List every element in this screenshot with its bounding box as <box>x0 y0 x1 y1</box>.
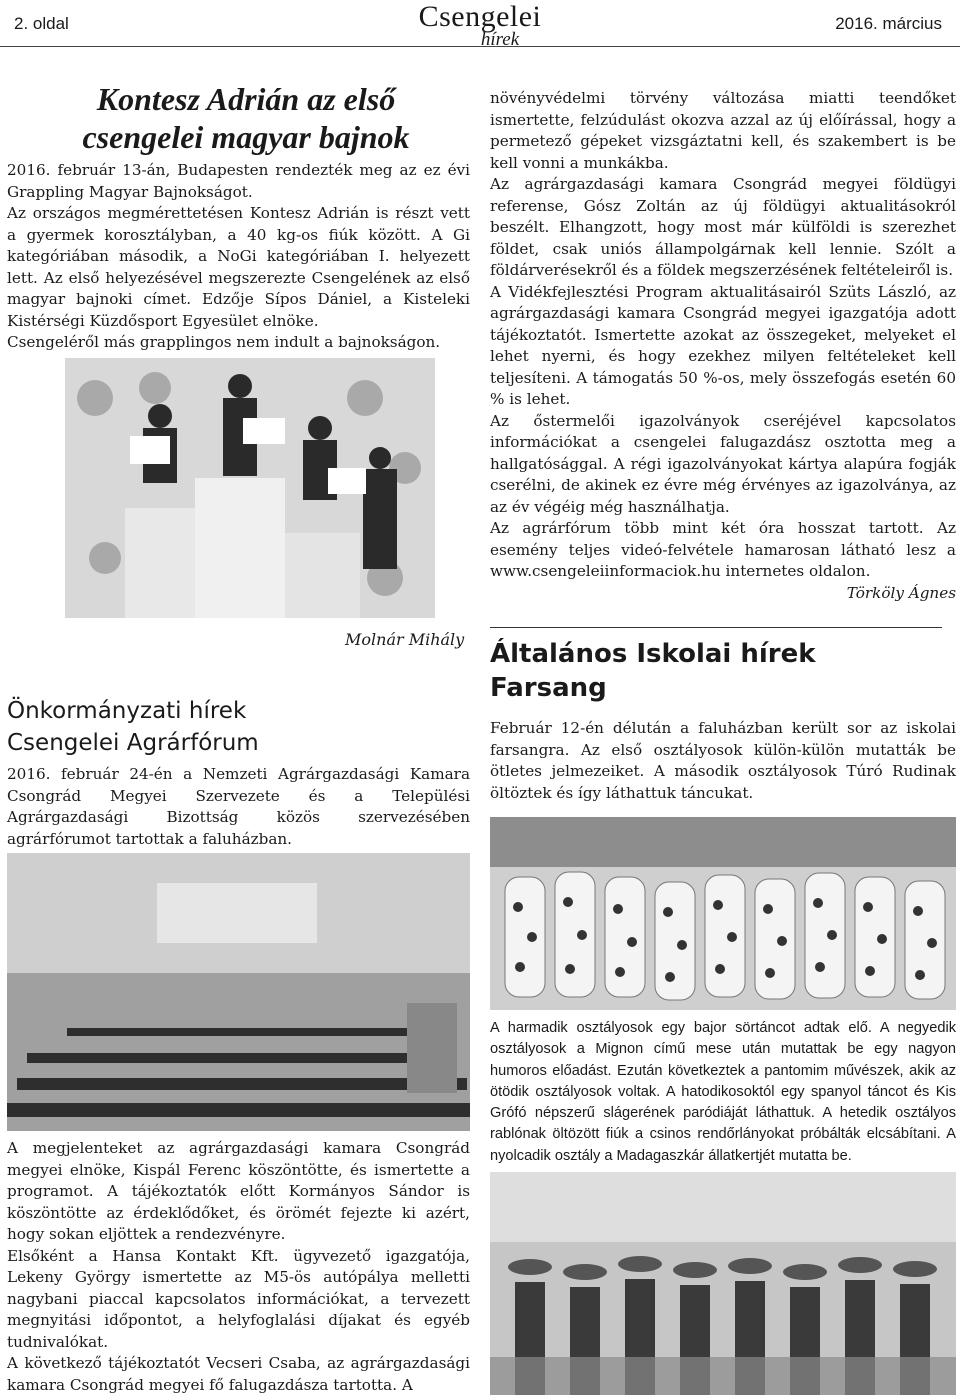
section-label: Általános Iskolai hírek <box>490 639 816 669</box>
paragraph: Az agrárfórum több mint két óra hosszat tartott. Az esemény teljes videó-felvétele hamarosan látható lesz a www.csengeleiinformaciok.hu internetes oldalon. <box>490 519 956 580</box>
article-body-wrestling <box>7 160 470 354</box>
forum-hall-photo-graphic <box>7 853 470 1131</box>
issue-date: 2016. március <box>835 14 942 33</box>
paragraph: Csengeléről más grapplingos nem indult a bajnokságon. <box>7 333 441 351</box>
podium-photo <box>65 358 435 618</box>
group-costume-photo-graphic <box>490 1172 956 1395</box>
page-number: 2. oldal <box>14 14 69 33</box>
paragraph: Február 12-én délután a faluházban került sor az iskolai farsangra. Az első osztályosok külön-külön mutatták be ötletes jelmezeiket. A második osztályosok Túró Rudinak öltöztek és így láthattuk táncukat. <box>490 719 956 802</box>
article-title-agrarforum: Csengelei Agrárfórum <box>7 730 259 756</box>
paragraph: 2016. február 13-án, Budapesten rendezték meg az ez évi Grappling Magyar Bajnokságot. <box>7 161 470 201</box>
costume-stage-photo <box>490 817 956 1010</box>
article-body-agrarforum <box>7 1138 470 1396</box>
paragraph: Az őstermelői igazolványok cseréjével kapcsolatos információkat a csengelei falugazdász osztotta meg a hallgatósággal. A régi igazolványokat kártya alapúra fogják cserélni, de akinek ez évre még érvényes az igazolványa, az az év végéig még használhatja. <box>490 411 956 516</box>
photo-credit: Molnár Mihály <box>345 630 465 649</box>
section-heading-school <box>490 637 816 705</box>
article-intro-farsang <box>490 718 956 804</box>
paragraph: A Vidékfejlesztési Program aktualitásairól Szüts László, az agrárgazdasági kamara Csongrád megyei igazgatója adott tájékoztatót. Ismertette azokat az összegeket, melyeket el lehet nyerni, és hogy ezekhez milyen feltételeket kell teljesíteni. A támogatás 50 %-os, mely összefogás esetén 60 % is lehet. <box>490 282 956 408</box>
paragraph: A következő tájékoztatót Vecseri Csaba, az agrárgazdasági kamara Csongrád megyei fő falugazdásza tartotta. A <box>7 1354 470 1394</box>
article-title-wrestling: Kontesz Adrián az első csengelei magyar bajnok <box>82 81 410 155</box>
masthead-title: Csengelei <box>418 0 542 33</box>
masthead-subtitle: hírek <box>480 29 520 50</box>
masthead <box>0 2 960 48</box>
paragraph: 2016. február 24-én a Nemzeti Agrárgazdasági Kamara Csongrád Megyei Szervezete és a Települési Agrárgazdasági Bizottság közös szervezésében agrárfórumot tartottak a faluházban. <box>7 765 470 848</box>
forum-hall-photo <box>7 853 470 1131</box>
group-costume-photo <box>490 1172 956 1395</box>
article-intro-agrarforum <box>7 764 470 850</box>
costume-stage-photo-graphic <box>490 817 956 1010</box>
section-divider <box>490 627 942 628</box>
author-signature: Törköly Ágnes <box>846 583 956 602</box>
header-rule <box>0 46 960 47</box>
section-label: Önkormányzati hírek <box>7 698 247 724</box>
article-body-farsang <box>490 1018 956 1167</box>
paragraph: növényvédelmi törvény változása miatti teendőket ismertette, felzúdulást okozva azzal az új előírással, hogy a permetező gépeket vizsgáztatni kell, és szakembert is be kell vonni a munkákba. <box>490 89 956 172</box>
article-continuation-agrarforum <box>490 88 956 604</box>
section-heading-local-gov <box>7 695 259 759</box>
paragraph: Elsőként a Hansa Kontakt Kft. ügyvezető igazgatója, Lekeny György ismertette az M5-ös autópálya melletti nagybani piaccal kapcsolatos információkat, a tervezett megnyitási időpontot, a helyfoglalási díjakat és egyéb tudnivalókat. <box>7 1246 470 1351</box>
paragraph: Az országos megmérettetésen Kontesz Adrián is részt vett a gyermek korosztályban, a 40 kg-os fiúk között. A Gi kategóriában második, a NoGi kategóriában I. helyezett lett. Az első helyezésével megszerezte Csengelének az első magyar bajnoki címet. Edzője Sípos Dániel, a Kisteleki Kistérségi Küzdősport Egyesület elnöke. <box>7 204 470 330</box>
paragraph: Az agrárgazdasági kamara Csongrád megyei földügyi referense, Gósz Zoltán az új földügyi aktualitásokról beszélt. Elhangzott, hogy most már külföldi is szerezhet földet, csak uniós állampolgárnak kell lennie. Szólt a földárverésekről és a földek megszerzésének feltételeiről is. <box>490 175 956 279</box>
paragraph: A harmadik osztályosok egy bajor sörtáncot adtak elő. A negyedik osztályosok a Mignon című mese után mutattak be egy nagyon humoros előadást. Ezután következtek a pantomim művészek, akik az ötödik osztályosok voltak. A hatodikosoktól egy spanyol táncot és Kis Grófó népszerű slágerének paródiáját láthattuk. A hetedik osztályos rablónak öltözött fiúk a csinos rendőrlányokat próbálták elcsábítani. A nyolcadik osztály a Madagaszkár állatkertjét mutatta be. <box>490 1020 956 1164</box>
paragraph: A megjelenteket az agrárgazdasági kamara Csongrád megyei elnöke, Kispál Ferenc köszöntötte, és ismertette a programot. A tájékoztatók előtt Kormányos Sándor is köszöntötte az érdeklődőket, és örömét fejezte ki azért, hogy sokan eljöttek a rendezvényre. <box>7 1139 470 1243</box>
article-title-farsang: Farsang <box>490 673 607 703</box>
podium-photo-graphic <box>65 358 435 618</box>
